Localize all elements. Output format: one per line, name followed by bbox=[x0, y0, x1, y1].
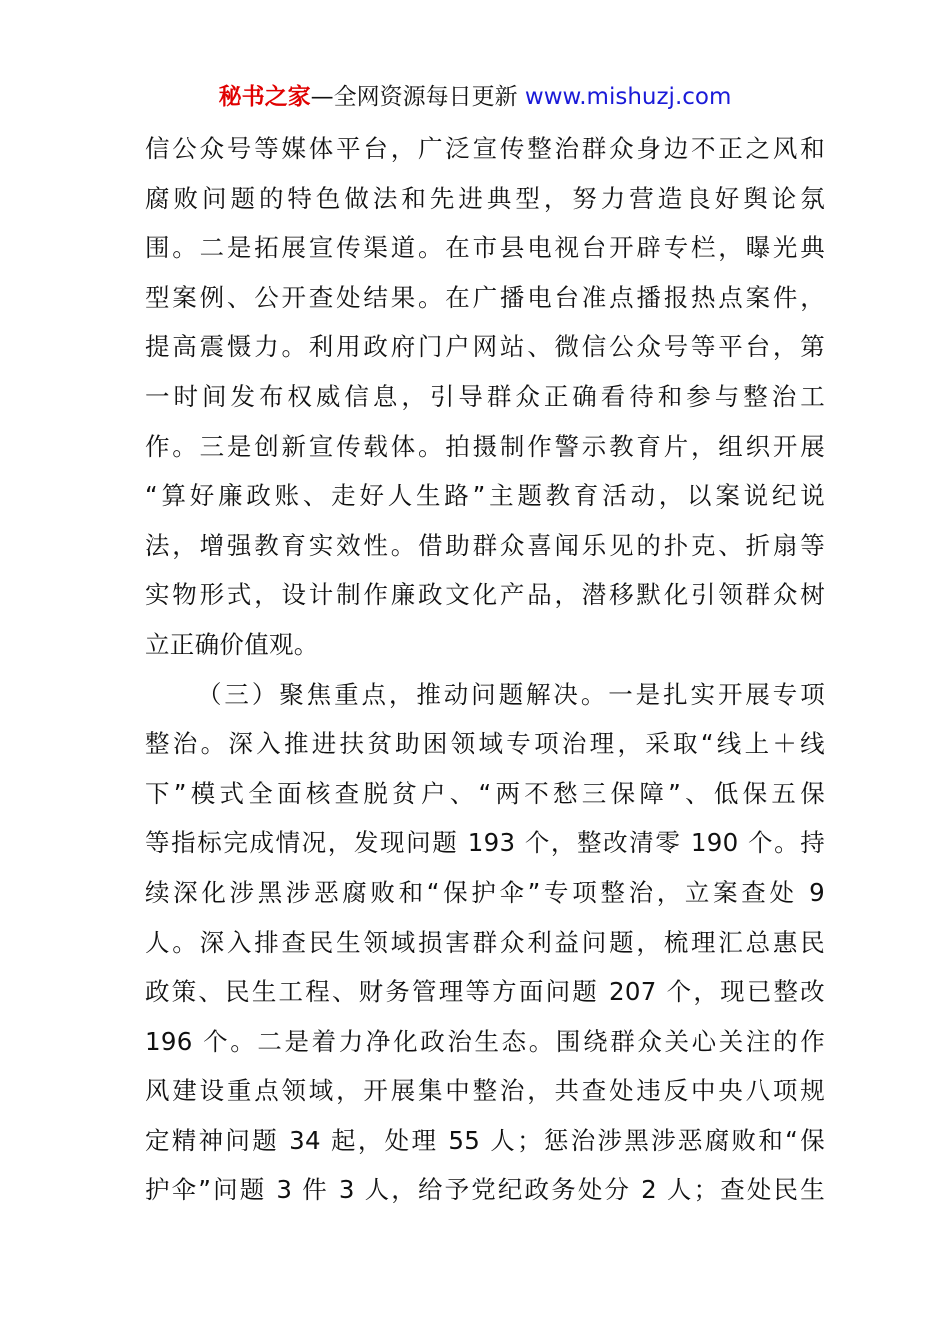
site-tagline: —全网资源每日更新 bbox=[310, 84, 518, 110]
body-line-15: 等指标完成情况，发现问题 193 个，整改清零 190 个。持 bbox=[145, 828, 825, 858]
site-url-link[interactable]: www.mishuzj.com bbox=[524, 84, 732, 110]
body-line-9: 法，增强教育实效性。借助群众喜闻乐见的扑克、折扇等 bbox=[145, 530, 825, 560]
body-line-14: 下”模式全面核查脱贫户、“两不愁三保障”、低保五保 bbox=[145, 778, 825, 808]
body-line-8: “算好廉政账、走好人生路”主题教育活动，以案说纪说 bbox=[145, 481, 825, 511]
body-line-17: 人。深入排查民生领域损害群众利益问题，梳理汇总惠民 bbox=[145, 927, 825, 957]
body-line-6: 一时间发布权威信息，引导群众正确看待和参与整治工 bbox=[145, 381, 825, 411]
body-line-13: 整治。深入推进扶贫助困领域专项治理，采取“线上＋线 bbox=[145, 729, 825, 759]
page-header bbox=[0, 82, 950, 112]
body-line-7: 作。三是创新宣传载体。拍摄制作警示教育片，组织开展 bbox=[145, 431, 825, 461]
body-line-3: 围。二是拓展宣传渠道。在市县电视台开辟专栏，曝光典 bbox=[145, 233, 825, 263]
body-line-4: 型案例、公开查处结果。在广播电台准点播报热点案件， bbox=[145, 282, 825, 312]
body-line-2: 腐败问题的特色做法和先进典型，努力营造良好舆论氛 bbox=[145, 183, 825, 213]
body-line-20: 风建设重点领域，开展集中整治，共查处违反中央八项规 bbox=[145, 1076, 825, 1106]
body-line-11: 立正确价值观。 bbox=[145, 629, 319, 659]
section-heading-line: （三）聚焦重点，推动问题解决。一是扎实开展专项 bbox=[197, 679, 825, 709]
site-brand-name: 秘书之家 bbox=[218, 84, 311, 110]
body-line-22: 护伞”问题 3 件 3 人，给予党纪政务处分 2 人；查处民生 bbox=[145, 1175, 825, 1205]
body-line-16: 续深化涉黑涉恶腐败和“保护伞”专项整治，立案查处 9 bbox=[145, 877, 825, 907]
body-line-5: 提高震慑力。利用政府门户网站、微信公众号等平台，第 bbox=[145, 332, 825, 362]
body-line-21: 定精神问题 34 起，处理 55 人；惩治涉黑涉恶腐败和“保 bbox=[145, 1125, 825, 1155]
body-line-18: 政策、民生工程、财务管理等方面问题 207 个，现已整改 bbox=[145, 977, 825, 1007]
body-line-10: 实物形式，设计制作廉政文化产品，潜移默化引领群众树 bbox=[145, 580, 825, 610]
body-line-1: 信公众号等媒体平台，广泛宣传整治群众身边不正之风和 bbox=[145, 134, 825, 163]
document-body bbox=[145, 124, 825, 1215]
body-line-19: 196 个。二是着力净化政治生态。围绕群众关心关注的作 bbox=[145, 1026, 825, 1056]
